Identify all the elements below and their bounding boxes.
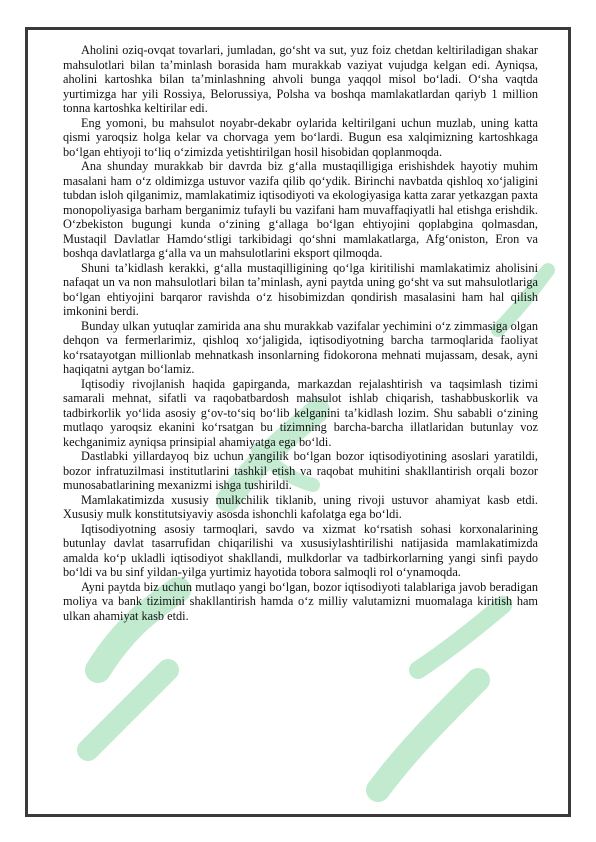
- paragraph: Iqtisodiy rivojlanish haqida gapirganda, markazdan rejalashtirish va taqsimlash tizimi samarali mehnat, sifatli va raqobatbardosh mahsulot ishlab chiqarish, tashabbuskorlik va tadbirkorlik yo‘lida asosiy g‘ov-to‘siq bo‘lib kelganini ta’kidlash lozim. Shu sababli o‘zining mutlaqo yaroqsiz ekanini ko‘rsatgan bu tizimning barcha-barcha illatlaridan butunlay voz kechganimiz ayniqsa prinsipial ahamiyatga ega bo‘ldi.: [63, 376, 538, 449]
- paragraph: Shuni ta’kidlash kerakki, g‘alla mustaqilligining qo‘lga kiritilishi mamlakatimiz aholisini nafaqat un va non mahsulotlari bilan ta’minlash, ayni paytda uning go‘sht va sut mahsulotlariga bo‘lgan ehtiyojini barqaror ravishda o‘z hisobimizdan qondirish masalasini ham hal qilish imkonini berdi.: [63, 260, 538, 318]
- paragraph: Eng yomoni, bu mahsulot noyabr-dekabr oylarida keltirilgani uchun muzlab, uning katta qismi yaroqsiz holga kelar va chorvaga yem bo‘lardi. Bugun esa xalqimizning kartoshkaga bo‘lgan ehtiyoji to‘liq o‘zimizda yetishtirilgan hosil hisobidan qoplanmoqda.: [63, 115, 538, 159]
- paragraph: Bunday ulkan yutuqlar zamirida ana shu murakkab vazifalar yechimini o‘z zimmasiga olgan dehqon va fermerlarimiz, qishloq xo‘jaligida, iqtisodiyotning barcha tarmoqlarida faoliyat ko‘rsatayotgan millionlab mehnatkash insonlarning fidokorona mehnati mujassam, desak, ayni haqiqatni aytgan bo‘lamiz.: [63, 318, 538, 376]
- paragraph: Iqtisodiyotning asosiy tarmoqlari, savdo va xizmat ko‘rsatish sohasi korxonalarining butunlay davlat tasarrufidan chiqarilishi va xususiylashtirilishi natijasida mamlakatimizda amalda ko‘p ukladli iqtisodiyot shakllandi, mulkdorlar va tadbirkorlarning yangi sinfi paydo bo‘ldi va bu sinf yildan-yilga yurtimiz hayotida tobora salmoqli rol o‘ynamoqda.: [63, 521, 538, 579]
- paragraph: Mamlakatimizda xususiy mulkchilik tiklanib, uning rivoji ustuvor ahamiyat kasb etdi. Xususiy mulk konstitutsiyaviy asosda ishonchli kafolatga ega bo‘ldi.: [63, 492, 538, 521]
- page-frame: [25, 27, 571, 817]
- paragraph: Ana shunday murakkab bir davrda biz g‘alla mustaqilligiga erishishdek hayotiy muhim masalani ham o‘z oldimizga ustuvor vazifa qilib qo‘ydik. Birinchi navbatda qishloq xo‘jaligini tubdan isloh qilganimiz, mamlakatimiz iqtisodiyoti va ekologiyasiga katta zarar yetkazgan paxta monopoliyasiga barham berganimiz tufayli bu vazifani ham muvaffaqiyatli hal etishga erishdik. O‘zbekiston bugungi kunda o‘zining g‘allaga bo‘lgan ehtiyojini qoplabgina qolmasdan, Mustaqil Davlatlar Hamdo‘stligi tarkibidagi qo‘shni mamlakatlarga, Afg‘oniston, Eron va boshqa davlatlarga g‘alla va un mahsulotlarini eksport qilmoqda.: [63, 159, 538, 260]
- paragraph: Aholini oziq-ovqat tovarlari, jumladan, go‘sht va sut, yuz foiz chetdan keltiriladigan shakar mahsulotlari bilan ta’minlash borasida ham murakkab vaziyat vujudga kelgan edi. Ayniqsa, aholini kartoshka bilan ta’minlashning ahvoli bunga yaqqol misol bo‘ladi. O‘sha vaqtda yurtimizga har yili Rossiya, Belorussiya, Polsha va boshqa mamlakatlardan qariyb 1 million tonna kartoshka keltirilar edi.: [63, 43, 538, 115]
- paragraph: Dastlabki yillardayoq biz uchun yangilik bo‘lgan bozor iqtisodiyotining asoslari yaratildi, bozor infratuzilmasi institutlarini tashkil etish va raqobat muhitini shakllantirish orqali bozor munosabatlarining mexanizmi ishga tushirildi.: [63, 449, 538, 492]
- paragraph: Ayni paytda biz uchun mutlaqo yangi bo‘lgan, bozor iqtisodiyoti talablariga javob beradigan moliya va bank tizimini shakllantirish hamda o‘z milliy valutamizni muomalaga kiritish ham ulkan ahamiyat kasb etdi.: [63, 579, 538, 623]
- document-body: [63, 43, 538, 623]
